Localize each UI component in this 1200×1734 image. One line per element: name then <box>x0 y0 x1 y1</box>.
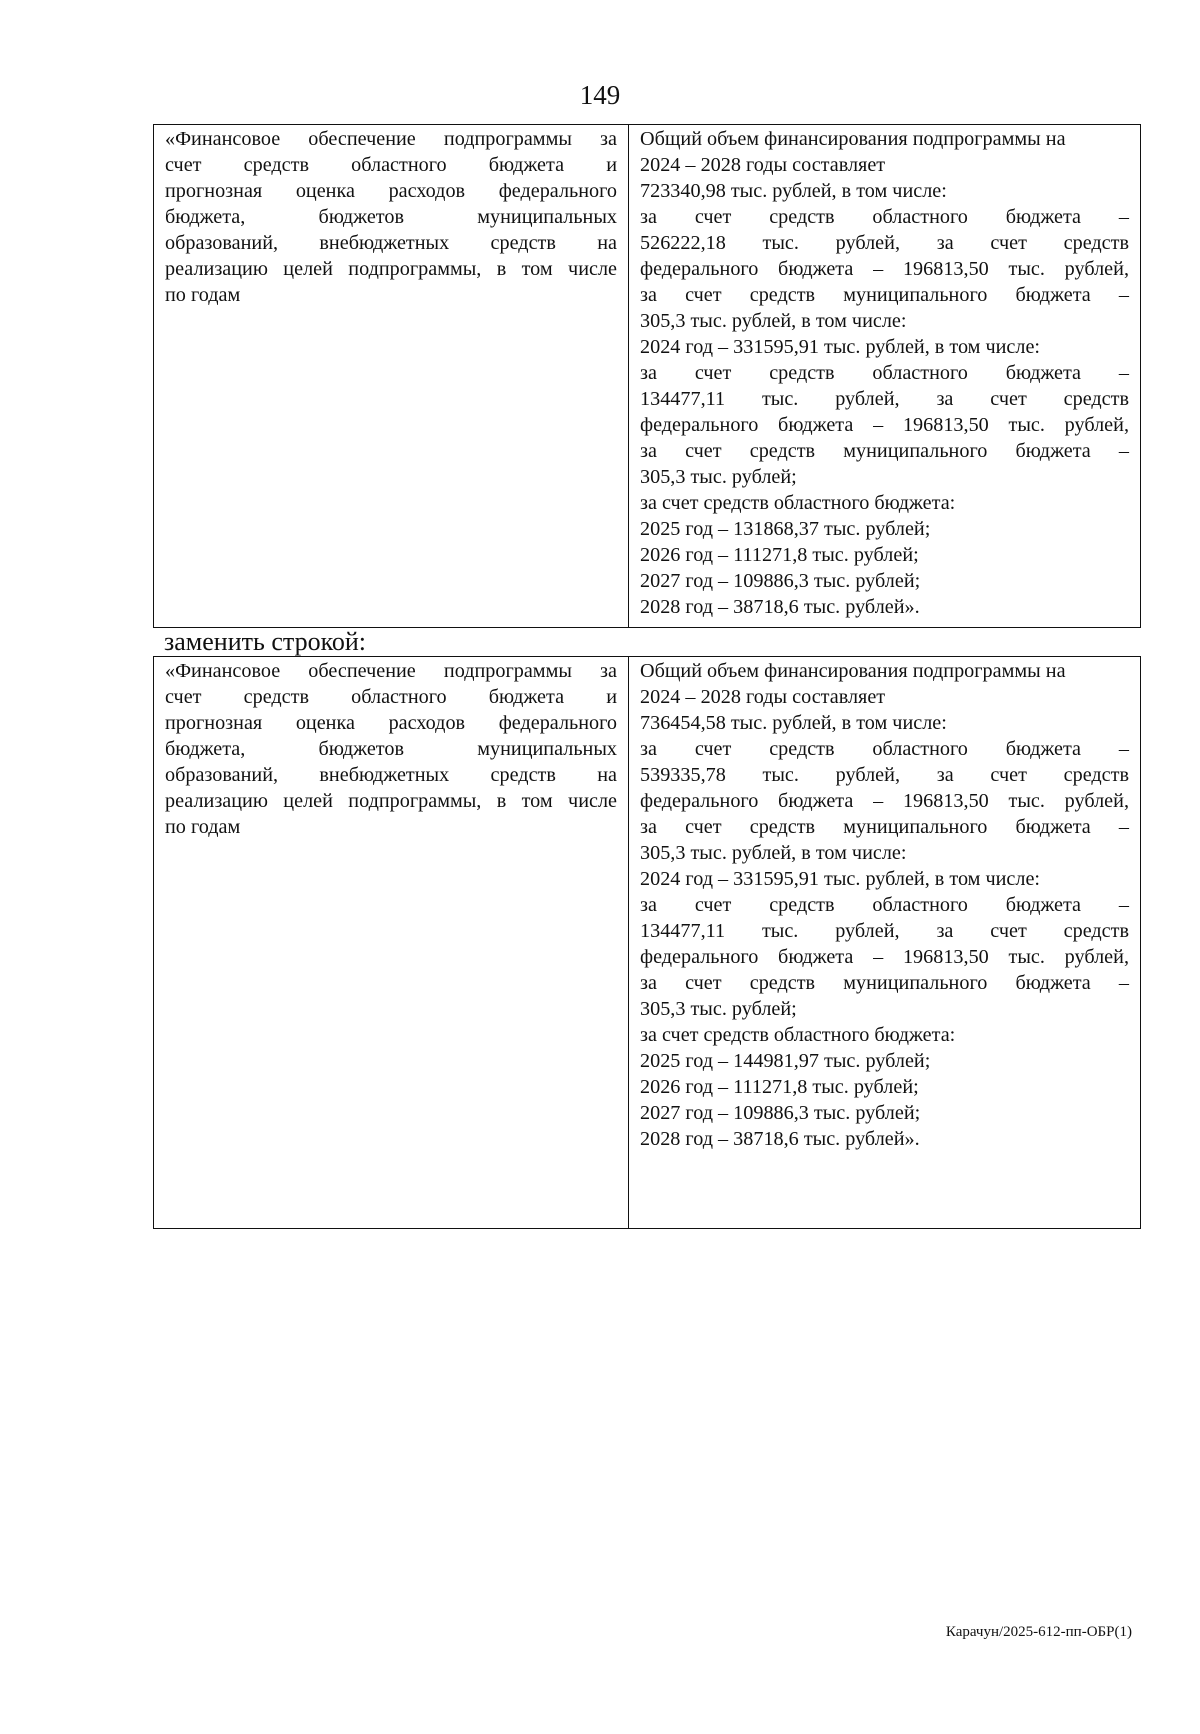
text-line: по годам <box>165 284 241 306</box>
text-line: бюджета, бюджетов муниципальных <box>165 738 617 760</box>
replace-instruction: заменить строкой: <box>164 627 367 656</box>
document-code: Карачун/2025-612-пп-ОБР(1) <box>945 1624 1132 1640</box>
row-heading-cell <box>154 657 629 1229</box>
text-line: 2026 год – 111271,8 тыс. рублей; <box>640 544 919 566</box>
table-row <box>154 657 1141 1229</box>
text-line: за счет средств муниципального бюджета – <box>640 440 1129 462</box>
text-line: счет средств областного бюджета и <box>165 686 617 708</box>
text-line: прогнозная оценка расходов федерального <box>165 180 617 202</box>
text-line: федерального бюджета – 196813,50 тыс. рублей, <box>640 414 1129 436</box>
text-line: за счет средств областного бюджета – <box>640 894 1129 916</box>
text-line: 2026 год – 111271,8 тыс. рублей; <box>640 1076 919 1098</box>
text-line: 305,3 тыс. рублей; <box>640 466 797 488</box>
text-line: 2027 год – 109886,3 тыс. рублей; <box>640 570 921 592</box>
text-line: 2027 год – 109886,3 тыс. рублей; <box>640 1102 921 1124</box>
page-number: 149 <box>579 80 621 110</box>
text-line: федерального бюджета – 196813,50 тыс. рублей, <box>640 258 1129 280</box>
table-row <box>154 125 1141 628</box>
text-line: 2025 год – 131868,37 тыс. рублей; <box>640 518 931 540</box>
text-line: 539335,78 тыс. рублей, за счет средств <box>640 764 1129 786</box>
text-line: образований, внебюджетных средств на <box>165 764 617 786</box>
funding-description-cell <box>629 125 1141 628</box>
text-line: 134477,11 тыс. рублей, за счет средств <box>640 920 1129 942</box>
original-row-table <box>153 124 1141 628</box>
row-heading-cell <box>154 125 629 628</box>
text-line: Общий объем финансирования подпрограммы на <box>640 128 1066 150</box>
text-line: реализацию целей подпрограммы, в том числе <box>165 790 617 812</box>
text-line: за счет средств областного бюджета – <box>640 362 1129 384</box>
text-line: 2024 – 2028 годы составляет <box>640 686 886 708</box>
text-line: федерального бюджета – 196813,50 тыс. рублей, <box>640 790 1129 812</box>
text-line: счет средств областного бюджета и <box>165 154 617 176</box>
text-line: по годам <box>165 816 241 838</box>
text-line: за счет средств областного бюджета – <box>640 206 1129 228</box>
text-line: 736454,58 тыс. рублей, в том числе: <box>640 712 947 734</box>
text-line: бюджета, бюджетов муниципальных <box>165 206 617 228</box>
text-line: 305,3 тыс. рублей, в том числе: <box>640 310 907 332</box>
text-line: за счет средств областного бюджета: <box>640 492 956 514</box>
funding-description-cell <box>629 657 1141 1229</box>
text-line: за счет средств областного бюджета – <box>640 738 1129 760</box>
funding-description-text <box>640 658 1129 1152</box>
text-line: 305,3 тыс. рублей; <box>640 998 797 1020</box>
text-line: за счет средств муниципального бюджета – <box>640 816 1129 838</box>
text-line: за счет средств областного бюджета: <box>640 1024 956 1046</box>
text-line: 134477,11 тыс. рублей, за счет средств <box>640 388 1129 410</box>
text-line: 305,3 тыс. рублей, в том числе: <box>640 842 907 864</box>
text-line: «Финансовое обеспечение подпрограммы за <box>165 128 617 150</box>
text-line: 2024 год – 331595,91 тыс. рублей, в том числе: <box>640 336 1041 358</box>
text-line: 2024 год – 331595,91 тыс. рублей, в том числе: <box>640 868 1041 890</box>
row-heading-text <box>165 126 617 308</box>
text-line: федерального бюджета – 196813,50 тыс. рублей, <box>640 946 1129 968</box>
text-line: за счет средств муниципального бюджета – <box>640 972 1129 994</box>
replacement-row-table <box>153 656 1141 1229</box>
text-line: 526222,18 тыс. рублей, за счет средств <box>640 232 1129 254</box>
row-heading-text <box>165 658 617 840</box>
text-line: 2028 год – 38718,6 тыс. рублей». <box>640 596 920 618</box>
text-line: 2028 год – 38718,6 тыс. рублей». <box>640 1128 920 1150</box>
text-line: 723340,98 тыс. рублей, в том числе: <box>640 180 947 202</box>
text-line: 2024 – 2028 годы составляет <box>640 154 886 176</box>
text-line: за счет средств муниципального бюджета – <box>640 284 1129 306</box>
text-line: 2025 год – 144981,97 тыс. рублей; <box>640 1050 931 1072</box>
text-line: реализацию целей подпрограммы, в том числе <box>165 258 617 280</box>
text-line: «Финансовое обеспечение подпрограммы за <box>165 660 617 682</box>
text-line: прогнозная оценка расходов федерального <box>165 712 617 734</box>
text-line: Общий объем финансирования подпрограммы на <box>640 660 1066 682</box>
text-line: образований, внебюджетных средств на <box>165 232 617 254</box>
funding-description-text <box>640 126 1129 620</box>
